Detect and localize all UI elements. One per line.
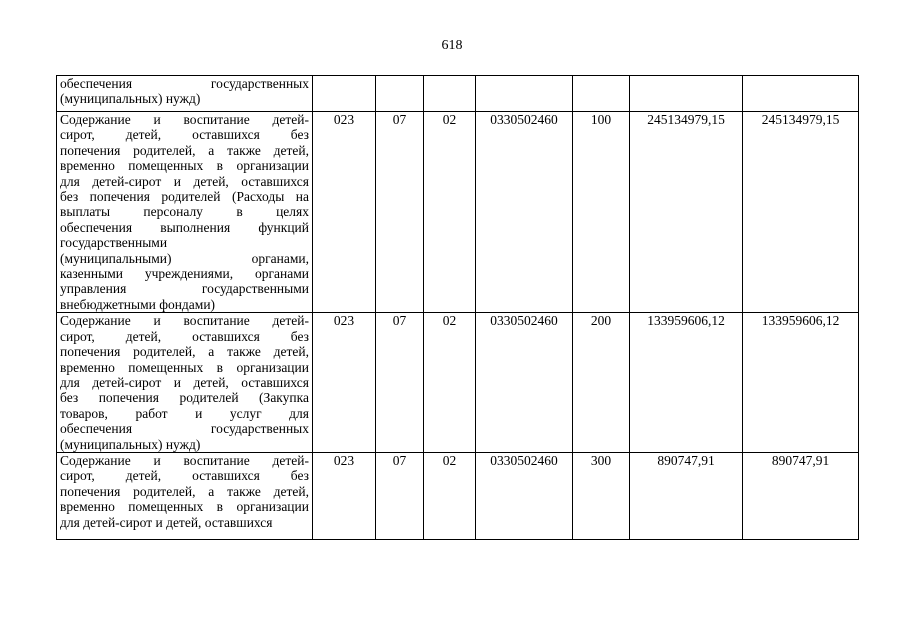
description-line: сирот, детей, оставшихся без <box>60 127 309 143</box>
description-line: обеспечения государственных <box>60 76 309 91</box>
section-cell: 07 <box>376 313 424 453</box>
page-number: 618 <box>441 38 463 53</box>
description-line: выплаты персоналу в целях <box>60 204 309 220</box>
amount-cell: 133959606,12 <box>630 313 743 453</box>
table-row <box>57 313 859 453</box>
expense-type-cell: 200 <box>573 313 630 453</box>
amount-cell: 245134979,15 <box>630 112 743 313</box>
subsection-cell <box>424 76 476 112</box>
description-cell <box>57 76 313 112</box>
ministry-code-cell: 023 <box>313 313 376 453</box>
description-cell <box>57 112 313 313</box>
amount-total-cell <box>743 76 859 112</box>
description-line: товаров, работ и услуг для <box>60 405 309 421</box>
description-line: Содержание и воспитание детей- <box>60 452 309 468</box>
amount-total-cell: 245134979,15 <box>743 112 859 313</box>
description-cell <box>57 452 313 539</box>
table-row <box>57 452 859 539</box>
ministry-code-cell: 023 <box>313 112 376 313</box>
table-row <box>57 112 859 313</box>
description-line: попечения родителей, а также детей, <box>60 344 309 360</box>
ministry-code-cell: 023 <box>313 452 376 539</box>
table-row <box>57 76 859 112</box>
target-article-cell: 0330502460 <box>476 313 573 453</box>
subsection-cell: 02 <box>424 313 476 453</box>
ministry-code-cell <box>313 76 376 112</box>
description-line: обеспечения государственных <box>60 421 309 437</box>
description-line: (муниципальными) органами, <box>60 250 309 266</box>
description-line: Содержание и воспитание детей- <box>60 112 309 127</box>
description-line: для детей-сирот и детей, оставшихся <box>60 173 309 189</box>
expense-type-cell: 300 <box>573 452 630 539</box>
target-article-cell: 0330502460 <box>476 112 573 313</box>
description-line: без попечения родителей (Закупка <box>60 390 309 406</box>
subsection-cell: 02 <box>424 452 476 539</box>
description-line: попечения родителей, а также детей, <box>60 483 309 499</box>
description-cell <box>57 313 313 453</box>
description-line: (муниципальных) нужд) <box>60 91 201 107</box>
description-line: сирот, детей, оставшихся без <box>60 468 309 484</box>
subsection-cell: 02 <box>424 112 476 313</box>
amount-total-cell: 133959606,12 <box>743 313 859 453</box>
description-line: попечения родителей, а также детей, <box>60 142 309 158</box>
description-line: для детей-сирот и детей, оставшихся <box>60 514 273 530</box>
expense-type-cell: 100 <box>573 112 630 313</box>
description-line: временно помещенных в организации <box>60 359 309 375</box>
amount-cell <box>630 76 743 112</box>
description-line: Содержание и воспитание детей- <box>60 313 309 329</box>
expense-type-cell <box>573 76 630 112</box>
description-line: для детей-сирот и детей, оставшихся <box>60 374 309 390</box>
description-line: (муниципальных) нужд) <box>60 436 201 452</box>
amount-total-cell: 890747,91 <box>743 452 859 539</box>
description-line: внебюджетными фондами) <box>60 296 216 312</box>
description-line: казенными учреждениями, органами <box>60 266 309 282</box>
budget-table <box>56 75 859 540</box>
target-article-cell: 0330502460 <box>476 452 573 539</box>
description-line: сирот, детей, оставшихся без <box>60 328 309 344</box>
description-line: государственными <box>60 235 168 251</box>
section-cell: 07 <box>376 112 424 313</box>
target-article-cell <box>476 76 573 112</box>
section-cell: 07 <box>376 452 424 539</box>
description-line: управления государственными <box>60 281 309 297</box>
description-line: временно помещенных в организации <box>60 499 309 515</box>
description-line: временно помещенных в организации <box>60 158 309 174</box>
amount-cell: 890747,91 <box>630 452 743 539</box>
section-cell <box>376 76 424 112</box>
description-line: обеспечения выполнения функций <box>60 219 309 235</box>
description-line: без попечения родителей (Расходы на <box>60 189 309 205</box>
